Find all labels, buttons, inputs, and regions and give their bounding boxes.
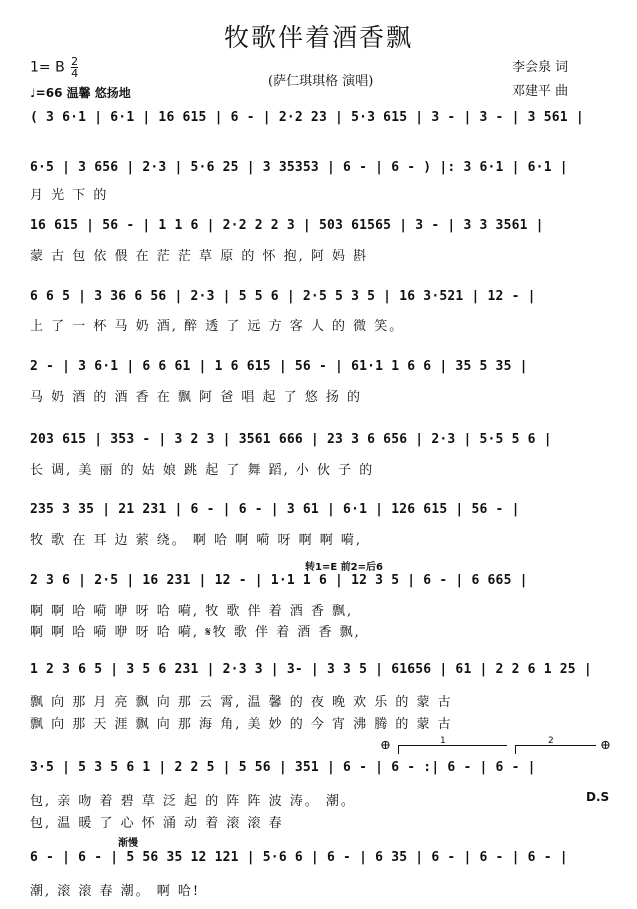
lyric-line-9a: 飘 向 那 月 亮 飘 向 那 云 霄, 温 馨 的 夜 晚 欢 乐 的 蒙 古 [30,695,453,710]
coda-icon-end: ⊕ [600,738,611,753]
first-ending-bracket [398,745,507,754]
lyric-line-8b: 啊 啊 哈 嗬 咿 呀 哈 嗬, 𝄋牧 歌 伴 着 酒 香 飘, [30,625,361,640]
key-signature [30,56,78,79]
lyric-line-9b: 飘 向 那 天 涯 飘 向 那 海 角, 美 妙 的 今 宵 沸 腾 的 蒙 古 [30,717,453,732]
lyric-line-3: 蒙 古 包 依 偎 在 茫 茫 草 原 的 怀 抱, 阿 妈 斟 [30,249,369,264]
lyric-line-4: 上 了 一 杯 马 奶 酒, 醉 透 了 远 方 客 人 的 微 笑。 [30,319,405,334]
time-bottom: 4 [71,67,79,80]
music-line-11: 6 - | 6 - | 5 56 35 12 121 | 5·6 6 | 6 - | 6 35 | 6 - | 6 - | 6 - | [30,850,568,865]
composer-credit: 邓建平 曲 [512,84,569,99]
second-ending-bracket [515,745,596,754]
coda-icon: ⊕ [380,738,391,753]
key-label: 1= B [30,59,65,76]
music-line-3: 16 615 | 56 - | 1 1 6 | 2·2 2 2 3 | 503 61565 | 3 - | 3 3 3561 | [30,218,544,233]
time-top: 2 [71,55,79,68]
music-line-8: 2 3 6 | 2·5 | 16 231 | 12 - | 1·1 1 6 | 12 3 5 | 6 - | 6 665 | [30,573,528,588]
first-ending-number: 1 [440,736,446,746]
music-line-6: 203 615 | 353 - | 3 2 3 | 3561 666 | 23 3 6 656 | 2·3 | 5·5 5 6 | [30,432,552,447]
time-signature [71,56,78,79]
music-line-5: 2 - | 3 6·1 | 6 6 61 | 1 6 615 | 56 - | 61·1 1 6 6 | 35 5 35 | [30,359,528,374]
lyric-line-10a: 包, 亲 吻 着 碧 草 泛 起 的 阵 阵 波 涛。 潮。 [30,794,356,809]
music-line-1: ( 3 6·1 | 6·1 | 16 615 | 6 - | 2·2 23 | 5·3 615 | 3 - | 3 - | 3 561 | [30,110,584,125]
lyric-line-7: 牧 歌 在 耳 边 萦 绕。 啊 哈 啊 嗬 呀 啊 啊 嗬, [30,533,362,548]
lyric-line-8a: 啊 啊 哈 嗬 咿 呀 哈 嗬, 牧 歌 伴 着 酒 香 飘, [30,604,354,619]
music-line-2: 6·5 | 3 656 | 2·3 | 5·6 25 | 3 35353 | 6 - | 6 - ) |: 3 6·1 | 6·1 | [30,160,568,175]
ritardando-marking: 渐慢 [118,838,138,849]
music-line-7: 235 3 35 | 21 231 | 6 - | 6 - | 3 61 | 6·1 | 126 615 | 56 - | [30,502,520,517]
singer-credit: (萨仁琪琪格 演唱) [268,74,374,89]
lyric-line-2: 月 光 下 的 [30,188,109,203]
lyric-line-11: 潮, 滚 滚 春 潮。 啊 哈! [30,884,201,899]
page-title: 牧歌伴着酒香飘 [223,23,413,52]
music-line-4: 6 6 5 | 3 36 6 56 | 2·3 | 5 5 6 | 2·5 5 3 5 | 16 3·521 | 12 - | [30,289,536,304]
music-line-10: 3·5 | 5 3 5 6 1 | 2 2 5 | 5 56 | 351 | 6 - | 6 - :| 6 - | 6 - | [30,760,536,775]
tempo-marking: ♩=66 温馨 悠扬地 [30,86,131,100]
music-line-9: 1 2 3 6 5 | 3 5 6 231 | 2·3 3 | 3- | 3 3 5 | 61656 | 61 | 2 2 6 1 25 | [30,662,592,677]
modulation-marking: 转1=E 前2=后6 [305,562,383,573]
lyric-line-10b: 包, 温 暖 了 心 怀 涌 动 着 滚 滚 春 [30,816,284,831]
dal-segno-marking: D.S [586,790,610,804]
lyric-line-5: 马 奶 酒 的 酒 香 在 飘 阿 爸 唱 起 了 悠 扬 的 [30,390,362,405]
second-ending-number: 2 [548,736,554,746]
lyricist-credit: 李会泉 词 [512,60,569,75]
lyric-line-6: 长 调, 美 丽 的 姑 娘 跳 起 了 舞 蹈, 小 伙 子 的 [30,463,375,478]
